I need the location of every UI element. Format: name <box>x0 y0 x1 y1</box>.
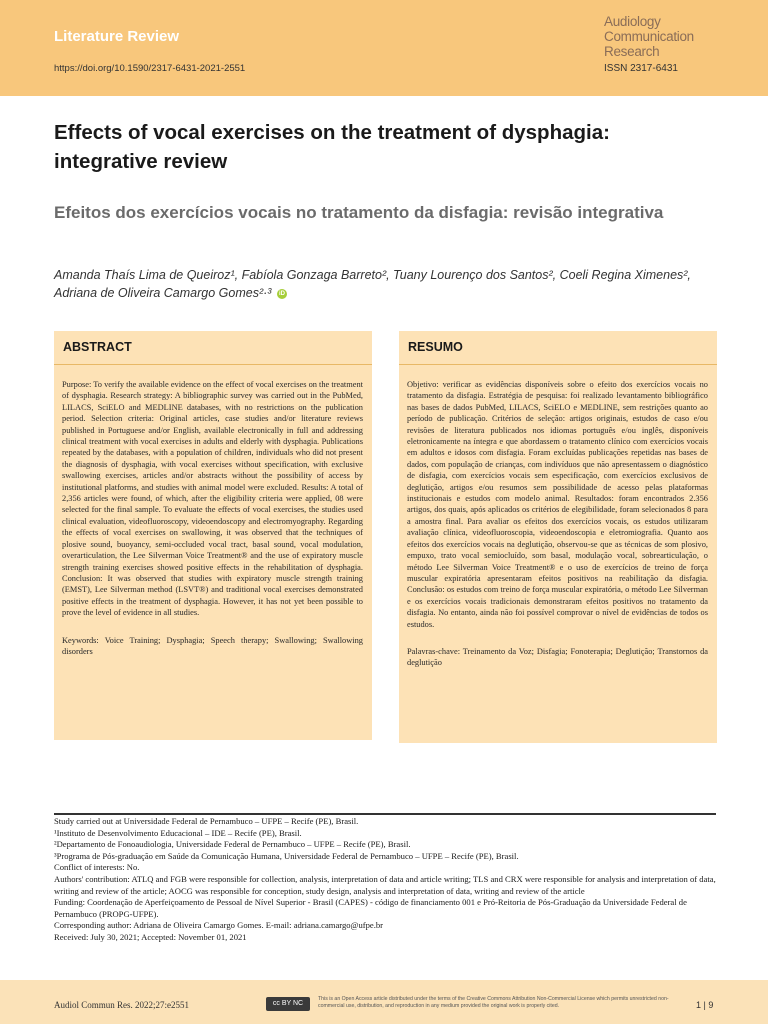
footnotes <box>54 813 716 944</box>
resumo-box <box>399 331 717 743</box>
abstract-body: Purpose: To verify the available evidence on the effect of vocal exercises on the treatment of dysphagia. Research strategy: A bibliographic survey was carried out in the PubMed, LILACS, SciELO and MEDLINE databases, with no restrictions on the publication period. Selection criteria: Original articles, case studies and/or literature reviews published in Portuguese and/or English, available electronically in full and addressing clinical treatment with vocal exercises in adults and elderly with dysphagia. Publications repeated by the databases, with a population of children, individuals who did not present the diagnosis of dysphagia, with vocal exercises without specification, with exclusive swallowing exercises, articles and/or abstracts without the possibility of access by institutional platforms, and studies with animal model were excluded. Results: A total of 2,356 articles were found, of which, after the eligibility criteria were applied, 08 were selected for the final sample. To evaluate the effects of vocal exercises, the studies used clinical evaluation, videofluoroscopy, videoendoscopy and electromyography. Regarding the effects of vocal exercises on swallowing, it was observed that the techniques of plosive sound, buoyancy, semi-occluded vocal tract, basal sound, vocal modulation, overarticulation, the Lee Silverman Voice Treatment® and the use of expiratory muscle strength training exercises showed positive effects in the rehabilitation of dysphagia. Conclusion: It was observed that studies with expiratory muscle strength training (EMST), Lee Silverman method (LSVT®) and traditional vocal exercises demonstrated positive effects in the treatment of dysphagia. However, it has not yet been possible to prove the level of evidence in all studies. <box>62 380 363 618</box>
footnote-dates: Received: July 30, 2021; Accepted: November 01, 2021 <box>54 931 247 942</box>
license-text: This is an Open Access article distributed under the terms of the Creative Commons Attribution Non-Commercial License which permits unrestricted non-commercial use, distribution, and reproduction in any medium provided the original work is properly cited. <box>318 996 669 1009</box>
header-band <box>0 0 768 96</box>
orcid-icon[interactable]: iD <box>278 290 285 297</box>
footer-band <box>0 980 768 1024</box>
journal-line-1: Audiology <box>604 14 661 29</box>
footnote-affiliation-1: ¹Instituto de Desenvolvimento Educacional – IDE – Recife (PE), Brasil. <box>54 827 302 838</box>
section-label: Literature Review <box>54 28 180 45</box>
doi-link[interactable]: https://doi.org/10.1590/2317-6431-2021-2551 <box>54 63 246 74</box>
abstract-keywords: Keywords: Voice Training; Dysphagia; Speech therapy; Swallowing; Swallowing disorders <box>62 635 363 656</box>
author-list <box>54 266 734 302</box>
footnote-funding: Funding: Coordenação de Aperfeiçoamento de Pessoal de Nível Superior - Brasil (CAPES) - código de financiamento 001 e Pró-Reitoria de Pós-Graduação da Universidade Federal de Pernambuco (PROPG-UFPE). <box>54 897 687 919</box>
footnote-affiliation-3: ³Programa de Pós-graduação em Saúde da Comunicação Humana, Universidade Federal de Pernambuco – UFPE – Recife (PE), Brasil. <box>54 850 519 861</box>
resumo-keywords: Palavras-chave: Treinamento da Voz; Disfagia; Fonoterapia; Deglutição; Transtornos da deglutição <box>407 646 708 668</box>
footnote-conflict: Conflict of interests: No. <box>54 862 140 873</box>
article-subtitle: Efeitos dos exercícios vocais no tratamento da disfagia: revisão integrativa <box>54 203 664 222</box>
page-number: 1 | 9 <box>696 1000 714 1010</box>
footnote-affiliation-2: ²Departamento de Fonoaudiologia, Universidade Federal de Pernambuco – UFPE – Recife (PE), Brasil. <box>54 839 411 850</box>
journal-line-2: Communication <box>604 29 694 44</box>
article-title: Effects of vocal exercises on the treatment of dysphagia: integrative review <box>54 121 610 173</box>
footnote-corresponding: Corresponding author: Adriana de Oliveira Camargo Gomes. E-mail: adriana.camargo@ufpe.br <box>54 920 384 931</box>
resumo-heading: RESUMO <box>399 331 717 365</box>
journal-logo <box>604 14 694 59</box>
footnote-contribution: Authors' contribution: ATLQ and FGB were responsible for collection, analysis, interpretation of data and article writing; TLS and CRX were responsible for analysis and interpretation of data, writing and review of the article; AOCG was responsible for conception, study design, analysis and interpretation of data, writing and review of the article <box>54 873 716 896</box>
journal-line-3: Research <box>604 44 660 59</box>
issn: ISSN 2317-6431 <box>604 63 678 74</box>
abstract-heading: ABSTRACT <box>54 331 372 365</box>
resumo-body: Objetivo: verificar as evidências disponíveis sobre o efeito dos exercícios vocais no tratamento da disfagia. Estratégia de pesquisa: foi realizado levantamento bibliográfico nas bases de dados PubMed, LILACS, SciELO e MEDLINE, sem restrições quanto ao período de publicação. Critérios de seleção: artigos originais, estudos de caso e/ou revisões de literatura publicados nos idiomas português e/ou inglês, disponíveis eletronicamente na íntegra e que abordassem o tratamento clínico com exercícios vocais em adultos e idosos com disfagia. Foram excluídas publicações repetidas nas bases de dados, com população de crianças, com indivíduos que não apresentassem o diagnóstico de disfagia, com exercícios vocais sem especificação, com exercícios exclusivos de deglutição, artigos e/ou resumos sem possibilidade de acesso pelas plataformas institucionais e estudos com modelo animal. Resultados: foram encontrados 2.356 artigos, dos quais, após aplicados os critérios de elegibilidade, foram selecionados 8 para a amostra final. Para avaliar os efeitos dos exercícios vocais, os estudos utilizaram avaliação clínica, videofluoroscopia, videoendoscopia e eletromiografia. Quanto aos efeitos dos exercícios vocais na deglutição, observou-se que as técnicas de som plosivo, empuxo, trato vocal semiocluído, som basal, modulação vocal, sobrearticulação, o método Lee Silverman Voice Treatment® e o uso de exercícios de treino de força muscular expiratória apresentaram efeitos positivos na reabilitação da disfagia. Conclusão: os estudos com treino de força muscular expiratória, o método Lee Silverman e os exercícios vocais tradicionais demonstraram efeitos positivos no tratamento da disfagia. No entanto, ainda não foi possível comprovar o nível de evidências de todos os estudos. <box>407 380 708 629</box>
authors-text: Amanda Thaís Lima de Queiroz¹, Fabíola Gonzaga Barreto², Tuany Lourenço dos Santos², Coeli Regina Ximenes², Adriana de Oliveira Camargo Gomes²·³ <box>54 268 691 300</box>
footer-citation: Audiol Commun Res. 2022;27:e2551 <box>54 1000 189 1010</box>
footnote-study: Study carried out at Universidade Federal de Pernambuco – UFPE – Recife (PE), Brasil. <box>54 816 359 826</box>
cc-license-icon[interactable]: cc BY NC <box>266 997 310 1011</box>
abstract-box <box>54 331 372 740</box>
